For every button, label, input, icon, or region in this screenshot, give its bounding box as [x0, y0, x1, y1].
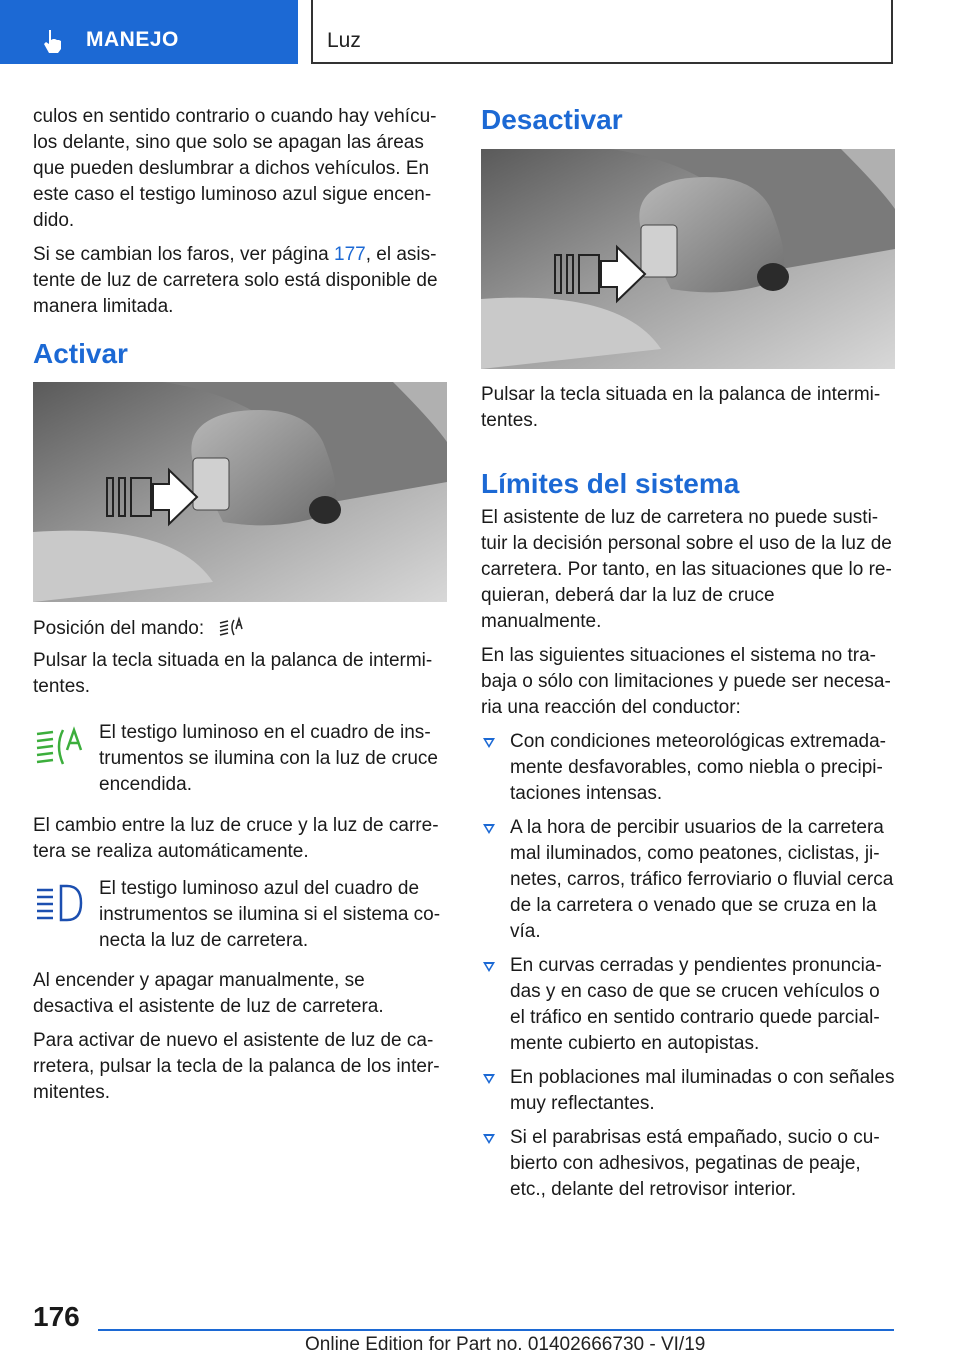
paragraph: El cambio entre la luz de cruce y la luz de carretera se realiza automáticamente.: [33, 815, 439, 862]
limitations-list: [481, 729, 897, 1203]
paragraph: Pulsar la tecla situada en la palanca de intermitentes.: [481, 384, 881, 431]
paragraph: Si se cambian los faros, ver página 177, el asistente de luz de carretera solo está disponible de manera limitada.: [33, 244, 438, 317]
auto-beam-small-icon: [217, 616, 245, 638]
paragraph: Para activar de nuevo el asistente de luz de carretera, pulsar la tecla de la palanca de los intermitentes.: [33, 1030, 440, 1103]
section-label: MANEJO: [86, 28, 179, 51]
right-instruction: [481, 382, 897, 442]
indicator-note-text: El testigo luminoso azul del cuadro de instrumentos se ilumina si el sistema conecta la luz de carretera.: [99, 878, 441, 951]
chapter-title: Luz: [327, 29, 361, 52]
lever-photo-desactivar: [481, 149, 895, 369]
right-column-body: [481, 505, 897, 1211]
high-beam-assistant-icon: [33, 720, 85, 768]
paragraph: Al encender y apagar manualmente, se desactiva el asistente de luz de carretera.: [33, 970, 384, 1017]
triangle-bullet-icon: [483, 1134, 495, 1144]
position-line: [33, 616, 449, 642]
heading-desactivar: Desactivar: [481, 104, 623, 135]
list-item: Con condiciones meteorológicas extremadamente desfavorables, como niebla o precipitaciones intensas.: [481, 729, 897, 807]
left-paragraph-switch: [33, 813, 449, 873]
triangle-bullet-icon: [483, 962, 495, 972]
left-column-top: [33, 104, 449, 328]
list-item: A la hora de percibir usuarios de la carretera mal iluminados, como peatones, ciclistas, jinetes, carros, tráfico ferroviario o fluvial cerca de la carretera o venado que se cruza en la vía.: [481, 815, 897, 945]
paragraph: En las siguientes situaciones el sistema no trabaja o sólo con limitaciones y puede ser necesaria una reacción del conductor:: [481, 645, 891, 718]
left-column-bottom: [33, 968, 449, 1114]
triangle-bullet-icon: [483, 824, 495, 834]
triangle-bullet-icon: [483, 738, 495, 748]
indicator-note-text: El testigo luminoso en el cuadro de instrumentos se ilumina con la luz de cruce encendida.: [99, 722, 438, 795]
heading-limites: Límites del sistema: [481, 468, 740, 499]
list-item: En curvas cerradas y pendientes pronunciadas y en caso de que se crucen vehículos o el tráfico en sentido contrario quede parcialmente cubierto en autopistas.: [481, 953, 897, 1057]
high-beam-icon: [33, 876, 85, 924]
paragraph: Pulsar la tecla situada en la palanca de intermitentes.: [33, 650, 433, 697]
lever-photo-activar: [33, 382, 447, 602]
triangle-bullet-icon: [483, 1074, 495, 1084]
hand-pointer-icon: [40, 28, 66, 54]
left-instruction: [33, 648, 449, 708]
position-label: Posición del mando:: [33, 618, 205, 639]
paragraph: culos en sentido contrario o cuando hay vehículos delante, sino que solo se apagan las áreas que pueden deslumbrar a dichos vehículos. En este caso el testigo luminoso azul sigue encendido.: [33, 106, 437, 231]
list-item: En poblaciones mal iluminadas o con señales muy reflectantes.: [481, 1065, 897, 1117]
paragraph: El asistente de luz de carretera no puede sustituir la decisión personal sobre el uso de la luz de carretera. Por tanto, en las situaciones que lo requieran, deberá dar la luz de cruce manualmente.: [481, 507, 892, 632]
list-item: Si el parabrisas está empañado, sucio o cubierto con adhesivos, pegatinas de peaje, etc., delante del retrovisor interior.: [481, 1125, 897, 1203]
indicator-note-2: [33, 876, 449, 954]
chapter-header: [311, 0, 893, 64]
section-tab: [0, 0, 298, 64]
page-number: 176: [33, 1301, 80, 1332]
edition-note: Online Edition for Part no. 01402666730 - VI/19: [305, 1334, 706, 1355]
footer-divider: [98, 1329, 894, 1331]
page-link[interactable]: 177: [334, 244, 366, 265]
heading-activar: Activar: [33, 338, 128, 369]
indicator-note-1: [33, 720, 449, 798]
